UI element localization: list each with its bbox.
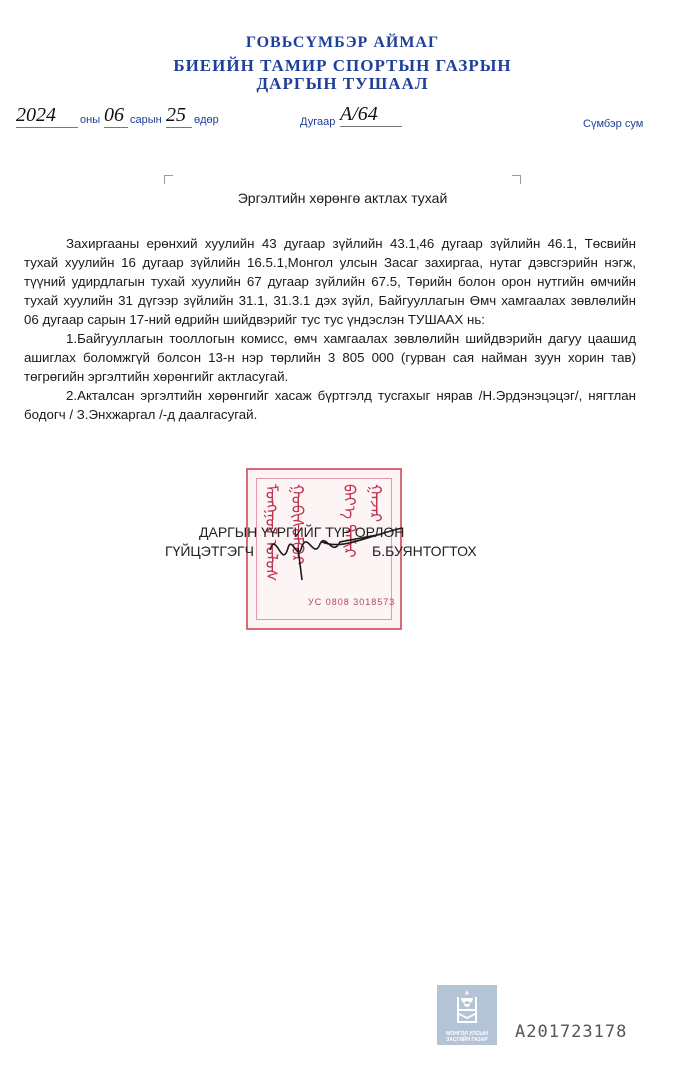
- stamp-mongolian-script-1: ᠮᠣᠩᠭᠣᠯ ᠤᠯᠤᠰ: [262, 484, 281, 582]
- stamp-mongolian-script-4: ᠭᠠᠵᠠᠷ: [366, 484, 385, 523]
- header-agency-line: БИЕИЙН ТАМИР СПОРТЫН ГАЗРЫН: [173, 56, 512, 75]
- date-year: 2024: [16, 104, 78, 128]
- place-name: Сүмбэр сум: [583, 118, 644, 130]
- number-label: Дугаар: [300, 116, 336, 128]
- body-item-1: 1.Байгууллагын тооллогын комисс, өмч хамгаалах зөвлөлийн шийдвэрийн дагуу цаашид ашиглах боломжгүй болсон 13-н нэр төрлийн 3 805 000 (гурван сая найман зуун хорин тав) төгрөгийн эргэлтийн хөрөнгийг актласугай.: [24, 331, 636, 384]
- date-month: 06: [104, 104, 128, 128]
- stamp-mongolian-script-3: ᠪᠡᠶ᠎ᠡ ᠲᠠᠮᠢᠷ: [340, 484, 359, 558]
- date-year-suffix: оны: [80, 114, 101, 126]
- corner-mark-right: [512, 175, 521, 184]
- header-org-line: ГОВЬСҮМБЭР АЙМАГ: [245, 34, 440, 51]
- stamp-number: УС 0808 3018573: [308, 597, 396, 607]
- government-logo: [437, 985, 497, 1045]
- handwritten-signature: [262, 520, 412, 590]
- body-item-2: 2.Акталсан эргэлтийн хөрөнгийг хасаж бүртгэлд тусгахыг нярав /Н.Эрдэнэцэцэг/, нягтлан бодогч / З.Энхжаргал /-д даалгасугай.: [24, 388, 636, 422]
- stamp-mongolian-script-2: ᠭᠣᠪᠢᠰᠦᠮᠪᠦᠷ: [288, 484, 307, 565]
- header-doc-type: ДАРГЫН ТУШААЛ: [256, 74, 429, 93]
- soyombo-icon: [455, 989, 479, 1025]
- corner-mark-left: [164, 175, 173, 184]
- document-barcode-number: A201723178: [515, 1022, 628, 1042]
- date-month-suffix: сарын: [130, 114, 162, 126]
- logo-caption: МОНГОЛ УЛСЫН ЗАСГИЙН ГАЗАР: [446, 1031, 488, 1043]
- body-intro-paragraph: Захиргааны ерөнхий хуулийн 43 дугаар зүйлийн 43.1,46 дугаар зүйлийн 46.1, Төсвийн тухай хуулийн 16 дугаар зүйлийн 16.5.1,Монгол улсын Засаг захиргаа, нутаг дэвсгэрийн нэгж, түүний удирдлагын тухай хуулийн 67 дугаар зүйлийн 67.5, Төрийн болон орон нутгийн өмчийн тухай хуулийн 31 дүгээр зүйлийн 31.1, 31.3.1 дэх зүйл, Байгууллагын Өмч хамгаалах зөвлөлийн 06 дугаар сарын 17-ний өдрийн шийдвэрийг тус тус үндэслэн ТУШААХ нь:: [24, 236, 636, 327]
- signature-role: ГҮЙЦЭТГЭГЧ: [165, 543, 254, 559]
- date-row: [16, 104, 236, 130]
- date-day: 25: [166, 104, 192, 128]
- document-title: Эргэлтийн хөрөнгө актлах тухай: [237, 190, 448, 206]
- date-day-suffix: өдөр: [194, 114, 219, 126]
- document-body: [24, 234, 636, 424]
- document-number: А/64: [340, 103, 402, 127]
- signature-title-line: ДАРГЫН ҮҮРГИЙГ ТҮР ОРЛОН: [199, 524, 405, 540]
- signature-name: Б.БУЯНТОГТОХ: [372, 543, 477, 559]
